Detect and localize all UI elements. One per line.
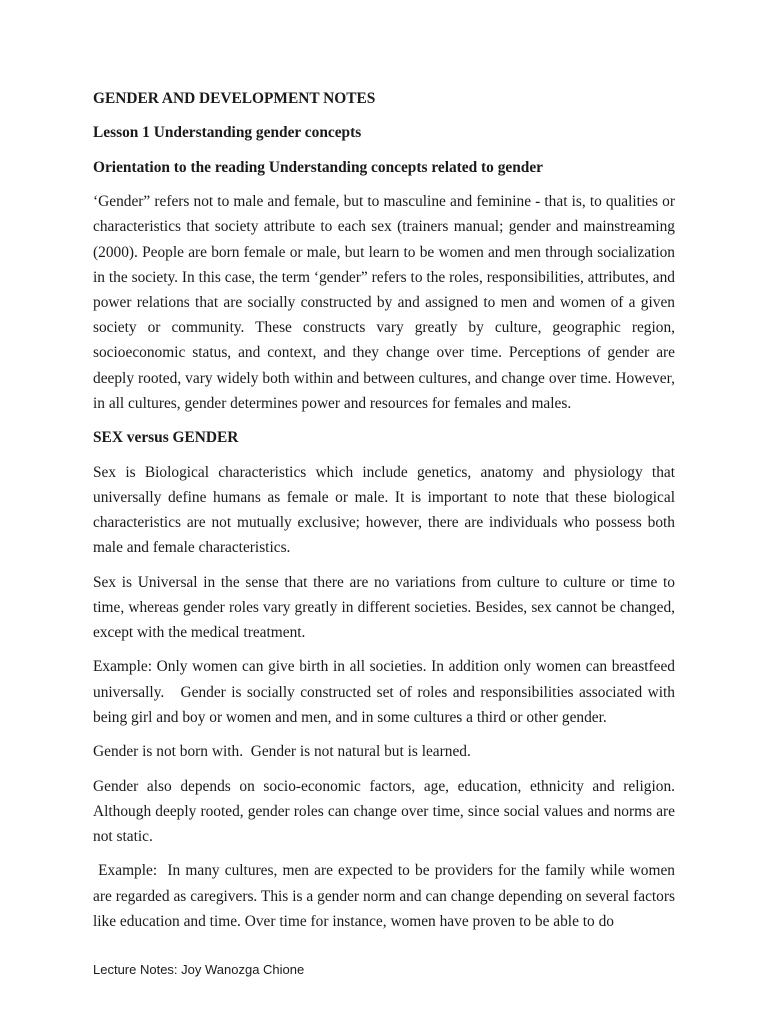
paragraph-example-providers: Example: In many cultures, men are expected to be providers for the family while women are regarded as caregivers. This is a gender norm and can change depending on several factors like education and time. Over time for instance, women have proven to be able to do xyxy=(93,862,679,930)
document-body xyxy=(93,86,679,943)
paragraph-gender-factors: Gender also depends on socio-economic factors, age, education, ethnicity and religion. Although deeply rooted, gender roles can change over time, since social values and norms are not static. xyxy=(93,777,679,845)
intro-paragraph: ‘Gender” refers not to male and female, but to masculine and feminine - that is, to qualities or characteristics that society attribute to each sex (trainers manual; gender and mainstreaming (2000). People are born female or male, but learn to be women and men through socialization in the society. In this case, the term ‘gender” refers to the roles, responsibilities, attributes, and power relations that are socially constructed by and assigned to men and women of a given society or community. These constructs vary greatly by culture, geographic region, socioeconomic status, and context, and they change over time. Perceptions of gender are deeply rooted, vary widely both within and between cultures, and change over time. However, in all cultures, gender determines power and resources for females and males. xyxy=(93,193,679,412)
paragraph-sex-definition: Sex is Biological characteristics which include genetics, anatomy and physiology that universally define humans as female or male. It is important to note that these biological characteristics are not mutually exclusive; however, there are individuals who possess both male and female characteristics. xyxy=(93,463,679,557)
paragraph-sex-universal: Sex is Universal in the sense that there are no variations from culture to culture or time to time, whereas gender roles vary greatly in different societies. Besides, sex cannot be changed, except with the medical treatment. xyxy=(93,573,679,641)
document-title: GENDER AND DEVELOPMENT NOTES xyxy=(93,90,376,107)
paragraph-gender-learned: Gender is not born with. Gender is not natural but is learned. xyxy=(93,743,471,761)
section-heading: SEX versus GENDER xyxy=(93,429,239,447)
paragraph-example-birth: Example: Only women can give birth in all societies. In addition only women can breastfeed universally. Gender is socially constructed set of roles and responsibilities associated with being girl and boy or women and men, and in some cultures a third or other gender. xyxy=(93,658,679,726)
page-footer: Lecture Notes: Joy Wanozga Chione xyxy=(93,962,305,977)
orientation-heading: Orientation to the reading Understanding concepts related to gender xyxy=(93,158,544,176)
lesson-heading: Lesson 1 Understanding gender concepts xyxy=(93,124,362,142)
